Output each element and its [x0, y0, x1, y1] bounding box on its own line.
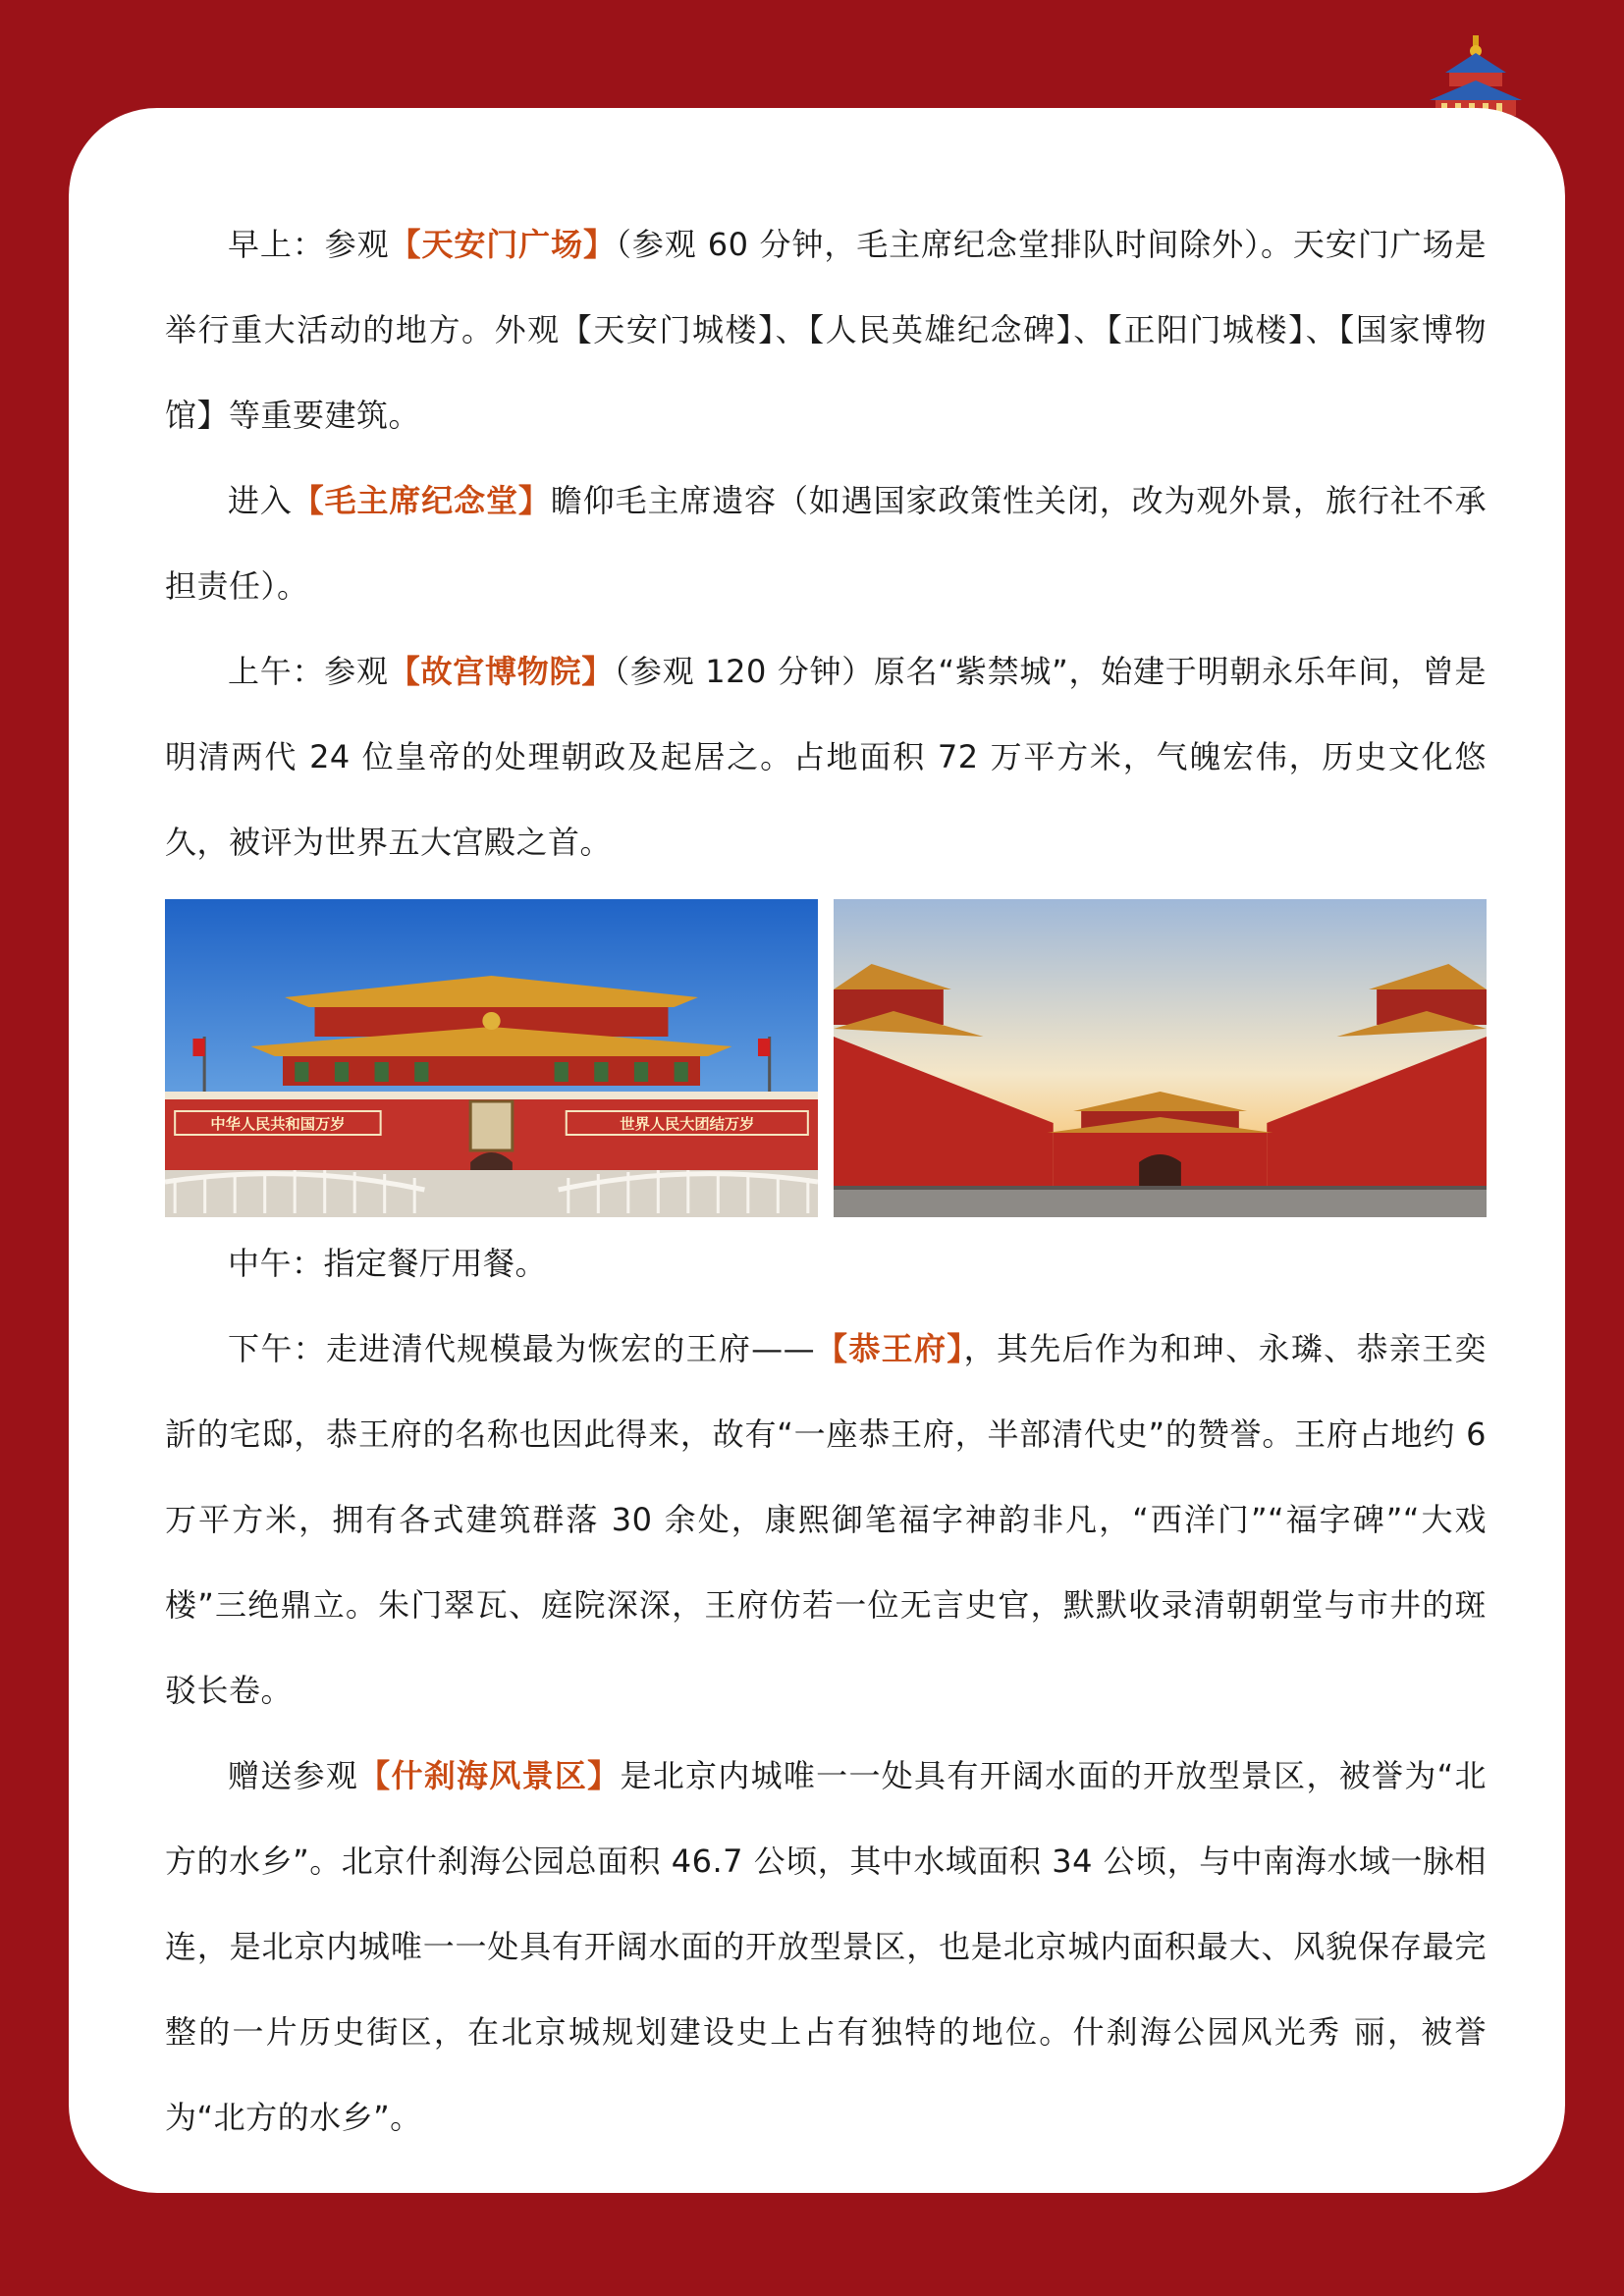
- attraction-name: 【毛主席纪念堂】: [292, 482, 551, 519]
- paragraph-text: 早上：参观: [228, 226, 390, 263]
- paragraph-text: （参观 60 分钟，毛主席纪念堂排队时间除外）。天安门广场是举行重大活动的地方。外观【天安门城楼】、【人民英雄纪念碑】、【正阳门城楼】、【国家博物馆】等重要建筑。: [165, 226, 1487, 434]
- banner-right-text: 世界人民大团结万岁: [620, 1115, 755, 1133]
- attraction-name: 【天安门广场】: [389, 226, 616, 263]
- paragraph-prince-gong-mansion: [165, 1307, 1487, 1734]
- paragraph-palace-museum: [165, 629, 1487, 885]
- paragraph-tiananmen-square: [165, 202, 1487, 458]
- paragraph-mausoleum: [165, 458, 1487, 629]
- paragraph-text: 中午：指定餐厅用餐。: [228, 1245, 548, 1282]
- paragraph-text: （参观 120 分钟）原名“紫禁城”，始建于明朝永乐年间，曾是明清两代 24 位皇帝的处理朝政及起居之。占地面积 72 万平方米，气魄宏伟，历史文化悠久，被评为世界五大宫殿之首。: [165, 653, 1487, 861]
- paragraph-text: ，其先后作为和珅、永璘、恭亲王奕訢的宅邸，恭王府的名称也因此得来，故有“一座恭王府，半部清代史”的赞誉。王府占地约 6 万平方米，拥有各式建筑群落 30 余处，康熙御笔福字神韵非凡，“西洋门”“福字碑”“大戏楼”三绝鼎立。朱门翠瓦、庭院深深，王府仿若一位无言史官，默默收录清朝朝堂与市井的斑驳长卷。: [165, 1330, 1487, 1709]
- paragraph-text: 进入: [228, 482, 293, 519]
- paragraph-lunch: [165, 1221, 1487, 1307]
- paragraph-text: 是北京内城唯一一处具有开阔水面的开放型景区，被誉为“北方的水乡”。北京什刹海公园总面积 46.7 公顷，其中水域面积 34 公顷，与中南海水域一脉相连，是北京内城唯一一处具有开阔水面的开放型景区，也是北京城内面积最大、风貌保存最完整的一片历史街区，在北京城规划建设史上占有独特的地位。什刹海公园风光秀 丽，被誉为“北方的水乡”。: [165, 1757, 1487, 2136]
- paragraph-text: 下午：走进清代规模最为恢宏的王府——: [228, 1330, 816, 1367]
- meridian-gate-photo: [834, 899, 1487, 1217]
- itinerary-text: [165, 202, 1487, 2161]
- paragraph-text: 瞻仰毛主席遗容（如遇国家政策性关闭，改为观外景，旅行社不承担责任）。: [165, 482, 1487, 605]
- tiananmen-gate-photo: [165, 899, 818, 1217]
- paragraph-text: 上午：参观: [228, 653, 389, 690]
- paragraph-text: 赠送参观: [228, 1757, 359, 1794]
- attraction-name: 【什刹海风景区】: [358, 1757, 621, 1794]
- content-card: [69, 108, 1565, 2193]
- paragraph-shichahai: [165, 1734, 1487, 2161]
- photo-row: [165, 899, 1487, 1217]
- banner-left-text: 中华人民共和国万岁: [210, 1115, 346, 1133]
- attraction-name: 【恭王府】: [815, 1330, 964, 1367]
- attraction-name: 【故宫博物院】: [388, 653, 615, 690]
